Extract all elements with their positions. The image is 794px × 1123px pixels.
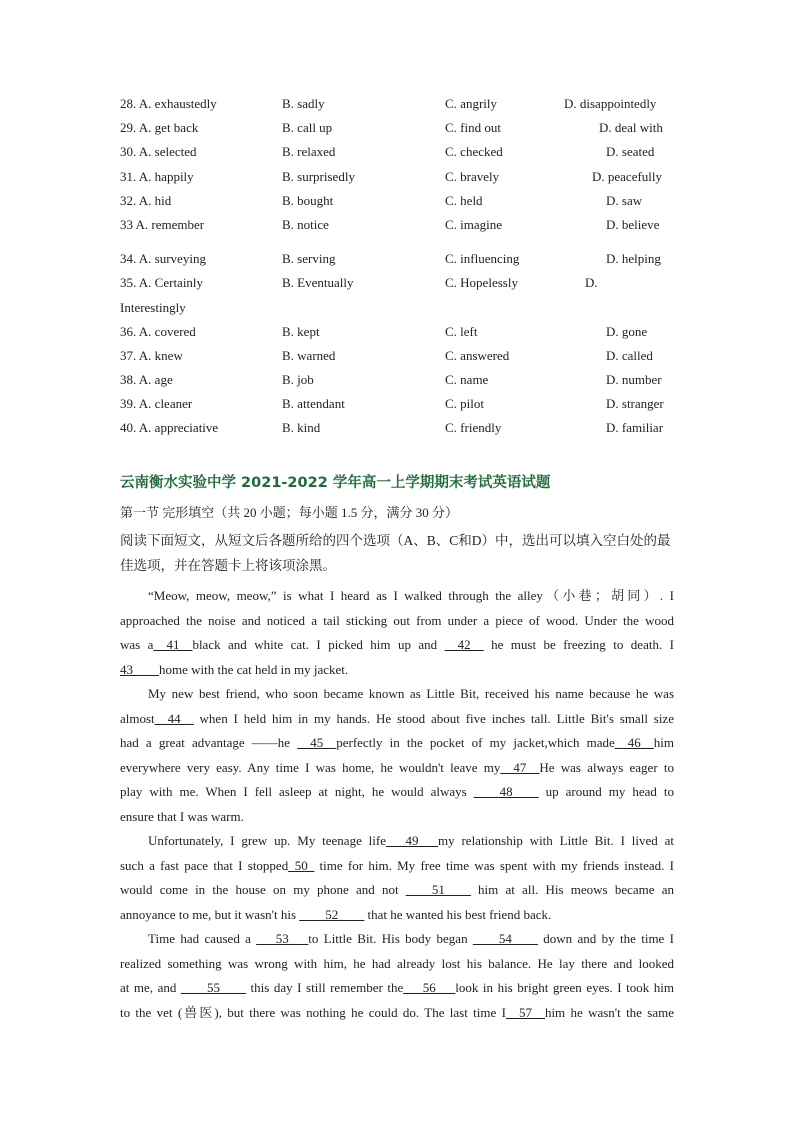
option-a: 35. A. Certainly [120,275,204,291]
passage-line: play with me. When I fell asleep at night, he would always ____48____ up around my head to [120,784,674,799]
answer-options-list [120,92,680,441]
cloze-passage [120,584,674,1025]
option-d: D. helping [606,251,661,267]
option-d: D. believe [606,216,660,232]
option-c: C. find out [445,120,501,136]
passage-line: Time had caused a ___53___to Little Bit. His body began ____54____ down and by the time I [148,931,674,946]
option-row-34 [120,247,680,271]
answer-blank: ____52____ [299,906,365,922]
answer-blank: ____55____ [180,980,246,995]
option-b: B. bought [282,192,334,208]
passage-line: 43____home with the cat held in my jacket. [120,661,349,677]
option-c: C. held [445,192,483,208]
passage-line: Unfortunately, I grew up. My teenage life___49___my relationship with Little Bit. I lived at [148,833,674,848]
option-b: B. call up [282,120,333,136]
passage-line: My new best friend, who soon became known as Little Bit, received his name because he was [148,686,674,701]
answer-blank: __45__ [297,735,337,750]
answer-blank: ___56___ [403,980,456,995]
option-b: B. Eventually [282,275,354,291]
option-d: D. stranger [606,396,664,412]
option-c: C. imagine [445,216,503,232]
option-a: 33 A. remember [120,216,205,232]
option-b: B. serving [282,251,336,267]
option-b: B. relaxed [282,144,336,160]
option-row-32 [120,189,680,213]
option-d: D. seated [606,144,655,160]
option-d: D. number [606,372,662,388]
exam-title: 云南衡水实验中学 2021-2022 学年高一上学期期末考试英语试题 [120,475,551,491]
option-row-28 [120,92,680,116]
passage-line: realized something was wrong with him, he had already lost his balance. He lay there and looked [120,955,674,971]
option-35-continuation: Interestingly [120,299,186,315]
option-c: C. friendly [445,420,502,436]
option-a: 40. A. appreciative [120,420,219,436]
option-b: B. sadly [282,96,325,111]
option-a: 37. A. knew [120,347,183,363]
option-c: C. Hopelessly [445,275,518,291]
option-a: 30. A. selected [120,144,197,160]
passage-line: “Meow, meow, meow,” is what I heard as I walked through the alley（小巷；胡同）. I [148,588,674,603]
instructions-text: 阅读下面短文，从短文后各题所给的四个选项（A、B、C和D）中，选出可以填入空白处的最佳选项，并在答题卡上将该项涂黑。 [120,533,671,573]
option-b: B. notice [282,216,329,232]
passage-line: ensure that I was warm. [120,808,244,824]
option-row-35 [120,271,680,295]
answer-blank: ___53___ [256,931,309,946]
option-b: B. kind [282,420,321,436]
option-row-29 [120,116,680,140]
answer-blank: _50_ [288,857,315,873]
option-c: C. checked [445,144,503,160]
option-d: D. gone [606,323,648,339]
answer-blank: ____48____ [473,784,539,799]
option-a: 31. A. happily [120,168,194,184]
passage-line: everywhere very easy. Any time I was home, he wouldn't leave my__47__He was always eager to [120,759,674,775]
option-d: D. familiar [606,420,664,436]
section-heading: 第一节 完形填空（共 20 小题；每小题 1.5 分，满分 30 分） [120,505,459,520]
option-row-33 [120,213,680,237]
option-c: C. answered [445,347,510,363]
option-d: D. peacefully [592,168,663,184]
passage-line: would come in the house on my phone and not ____51____ him at all. His meows became an [120,882,674,897]
option-c: C. angrily [445,96,497,111]
answer-blank: ___49___ [386,833,439,848]
option-b: B. kept [282,323,320,339]
option-d: D. deal with [599,120,663,136]
option-c: C. bravely [445,168,500,184]
option-row-36 [120,320,680,344]
answer-blank: 43____ [120,661,159,677]
answer-blank: ____54____ [472,931,538,946]
answer-blank: __41__ [153,637,193,652]
passage-line: annoyance to me, but it wasn't his ____52____ that he wanted his best friend back. [120,906,552,922]
option-c: C. left [445,323,478,339]
answer-blank: __47__ [500,759,540,775]
option-a: 34. A. surveying [120,251,206,267]
passage-line: at me, and ____55____ this day I still remember the___56___look in his bright green eyes. I took him [120,980,674,995]
option-a: 39. A. cleaner [120,396,193,412]
answer-blank: ____51____ [405,882,471,897]
passage-line: almost__44__ when I held him in my hands. He stood about five inches tall. Little Bit's small size [120,710,674,726]
option-c: C. pilot [445,396,485,412]
answer-blank: __57__ [505,1004,545,1020]
option-row-37 [120,344,680,368]
answer-blank: __42__ [444,637,484,652]
option-d: D. called [606,347,653,363]
option-c: C. influencing [445,251,520,267]
option-b: B. attendant [282,396,345,412]
option-d: D. disappointedly [564,96,657,111]
option-c: C. name [445,372,489,388]
option-row-38 [120,368,680,392]
option-row-40 [120,416,680,440]
option-b: B. surprisedly [282,168,355,184]
option-a: 36. A. covered [120,323,196,339]
option-row-39 [120,392,680,416]
passage-line: such a fast pace that I stopped_50_ time for him. My free time was spent with my friends instead. I [120,857,674,873]
option-a: 28. A. exhaustedly [120,96,217,111]
option-row-30 [120,140,680,164]
answer-blank: __46__ [614,735,654,750]
passage-line: had a great advantage ——he __45__perfectly in the pocket of my jacket,which made__46__him [120,735,674,750]
option-d: D. [585,275,598,291]
answer-blank: __44__ [154,710,194,726]
option-a: 38. A. age [120,372,173,388]
option-b: B. warned [282,347,336,363]
passage-line: to the vet (兽医), but there was nothing he could do. The last time I__57__him he wasn't the same [120,1004,674,1020]
passage-line: approached the noise and noticed a tail sticking out from under a piece of wood. Under the wood [120,612,674,628]
option-row-31 [120,165,680,189]
option-a: 32. A. hid [120,192,172,208]
option-a: 29. A. get back [120,120,199,136]
option-b: B. job [282,372,314,388]
passage-line: was a__41__black and white cat. I picked him up and __42__ he must be freezing to death. I [120,637,674,652]
option-d: D. saw [606,192,643,208]
